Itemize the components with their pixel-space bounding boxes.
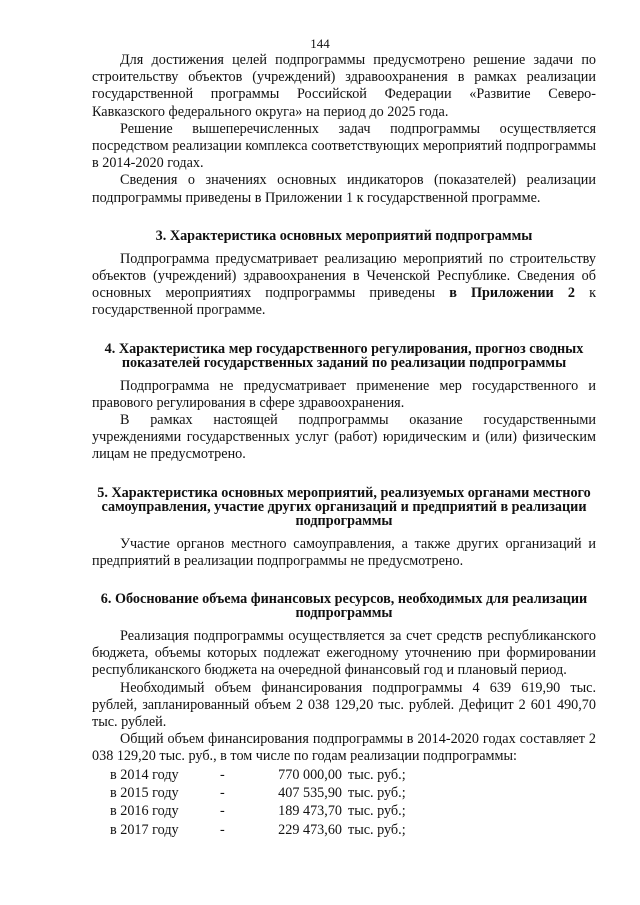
funding-amount: 407 535,90 bbox=[278, 785, 342, 802]
funding-unit: тыс. руб.; bbox=[348, 785, 406, 802]
funding-year-row bbox=[92, 803, 596, 821]
appendix-2-reference: в Приложении 2 bbox=[449, 285, 575, 302]
funding-unit: тыс. руб.; bbox=[348, 803, 406, 820]
section-4-paragraph-1: Подпрограмма не предусматривает применение мер государственного и правового регулирования в сфере здравоохранения. bbox=[92, 377, 596, 411]
section-3-paragraph bbox=[92, 251, 596, 320]
funding-unit: тыс. руб.; bbox=[348, 766, 406, 783]
intro-paragraph-3: Сведения о значениях основных индикаторов (показателей) реализации подпрограммы приведены в Приложении 1 к государственной программе. bbox=[92, 172, 596, 206]
funding-unit: тыс. руб.; bbox=[348, 821, 406, 838]
funding-dash: - bbox=[220, 821, 225, 838]
section-3-heading: 3. Характеристика основных мероприятий подпрограммы bbox=[155, 227, 533, 244]
funding-year: в 2014 году bbox=[110, 766, 179, 783]
intro-paragraph-1: Для достижения целей подпрограммы предусмотрено решение задачи по строительству объектов (учреждений) здравоохранения в рамках реализации государственной программы Российской Федерации «Развитие Северо-Кавказского федерального округа» на период до 2025 года. bbox=[92, 52, 596, 120]
funding-dash: - bbox=[220, 766, 225, 783]
section-5-heading: 5. Характеристика основных мероприятий, реализуемых органами местного самоуправления, участие других организаций и предприятий в реализации подпрограммы bbox=[97, 484, 591, 529]
page-content bbox=[92, 52, 596, 840]
funding-year-row bbox=[92, 785, 596, 803]
funding-dash: - bbox=[220, 785, 225, 802]
funding-dash: - bbox=[220, 803, 225, 820]
funding-year-row bbox=[92, 822, 596, 840]
funding-amount: 770 000,00 bbox=[278, 766, 342, 783]
funding-amount: 189 473,70 bbox=[278, 803, 342, 820]
funding-year: в 2017 году bbox=[110, 821, 179, 838]
section-4-paragraph-2: В рамках настоящей подпрограммы оказание государственными учреждениями государственных услуг (работ) юридическим и (или) физическим лицам не предусмотрено. bbox=[92, 412, 596, 463]
funding-year-row bbox=[92, 767, 596, 785]
funding-year: в 2016 году bbox=[110, 803, 179, 820]
funding-by-year-list bbox=[92, 767, 596, 841]
section-4-heading: 4. Характеристика мер государственного регулирования, прогноз сводных показателей государственных заданий по реализации подпрограммы bbox=[104, 340, 584, 371]
section-6-heading: 6. Обоснование объема финансовых ресурсов, необходимых для реализации подпрограммы bbox=[100, 591, 588, 622]
section-3-text-end: к государственной программе. bbox=[92, 285, 596, 319]
funding-year: в 2015 году bbox=[110, 785, 179, 802]
intro-paragraph-2: Решение вышеперечисленных задач подпрограммы осуществляется посредством реализации комплекса соответствующих мероприятий подпрограммы в 2014-2020 годах. bbox=[92, 120, 596, 172]
section-6-paragraph-2: Необходимый объем финансирования подпрограммы 4 639 619,90 тыс. рублей, запланированный объем 2 038 129,20 тыс. рублей. Дефицит 2 601 490,70 тыс. рублей. bbox=[92, 679, 596, 731]
section-6-paragraph-1: Реализация подпрограммы осуществляется за счет средств республиканского бюджета, объемы которых подлежат ежегодному уточнению при формировании республиканского бюджета на очередной финансовый год и плановый период. bbox=[92, 628, 596, 679]
section-5-paragraph: Участие органов местного самоуправления, а также других организаций и предприятий в реализации подпрограммы не предусмотрено. bbox=[92, 535, 596, 569]
section-3-text-start: Подпрограмма предусматривает реализацию мероприятий по строительству объектов (учреждений) здравоохранения в Чеченской Республике. Сведения об основных мероприятиях подпрограммы приведены bbox=[92, 250, 596, 302]
page-number: 144 bbox=[310, 36, 330, 51]
section-6-paragraph-3: Общий объем финансирования подпрограммы в 2014-2020 годах составляет 2 038 129,20 тыс. руб., в том числе по годам реализации подпрограммы: bbox=[92, 731, 596, 765]
funding-amount: 229 473,60 bbox=[278, 821, 342, 838]
